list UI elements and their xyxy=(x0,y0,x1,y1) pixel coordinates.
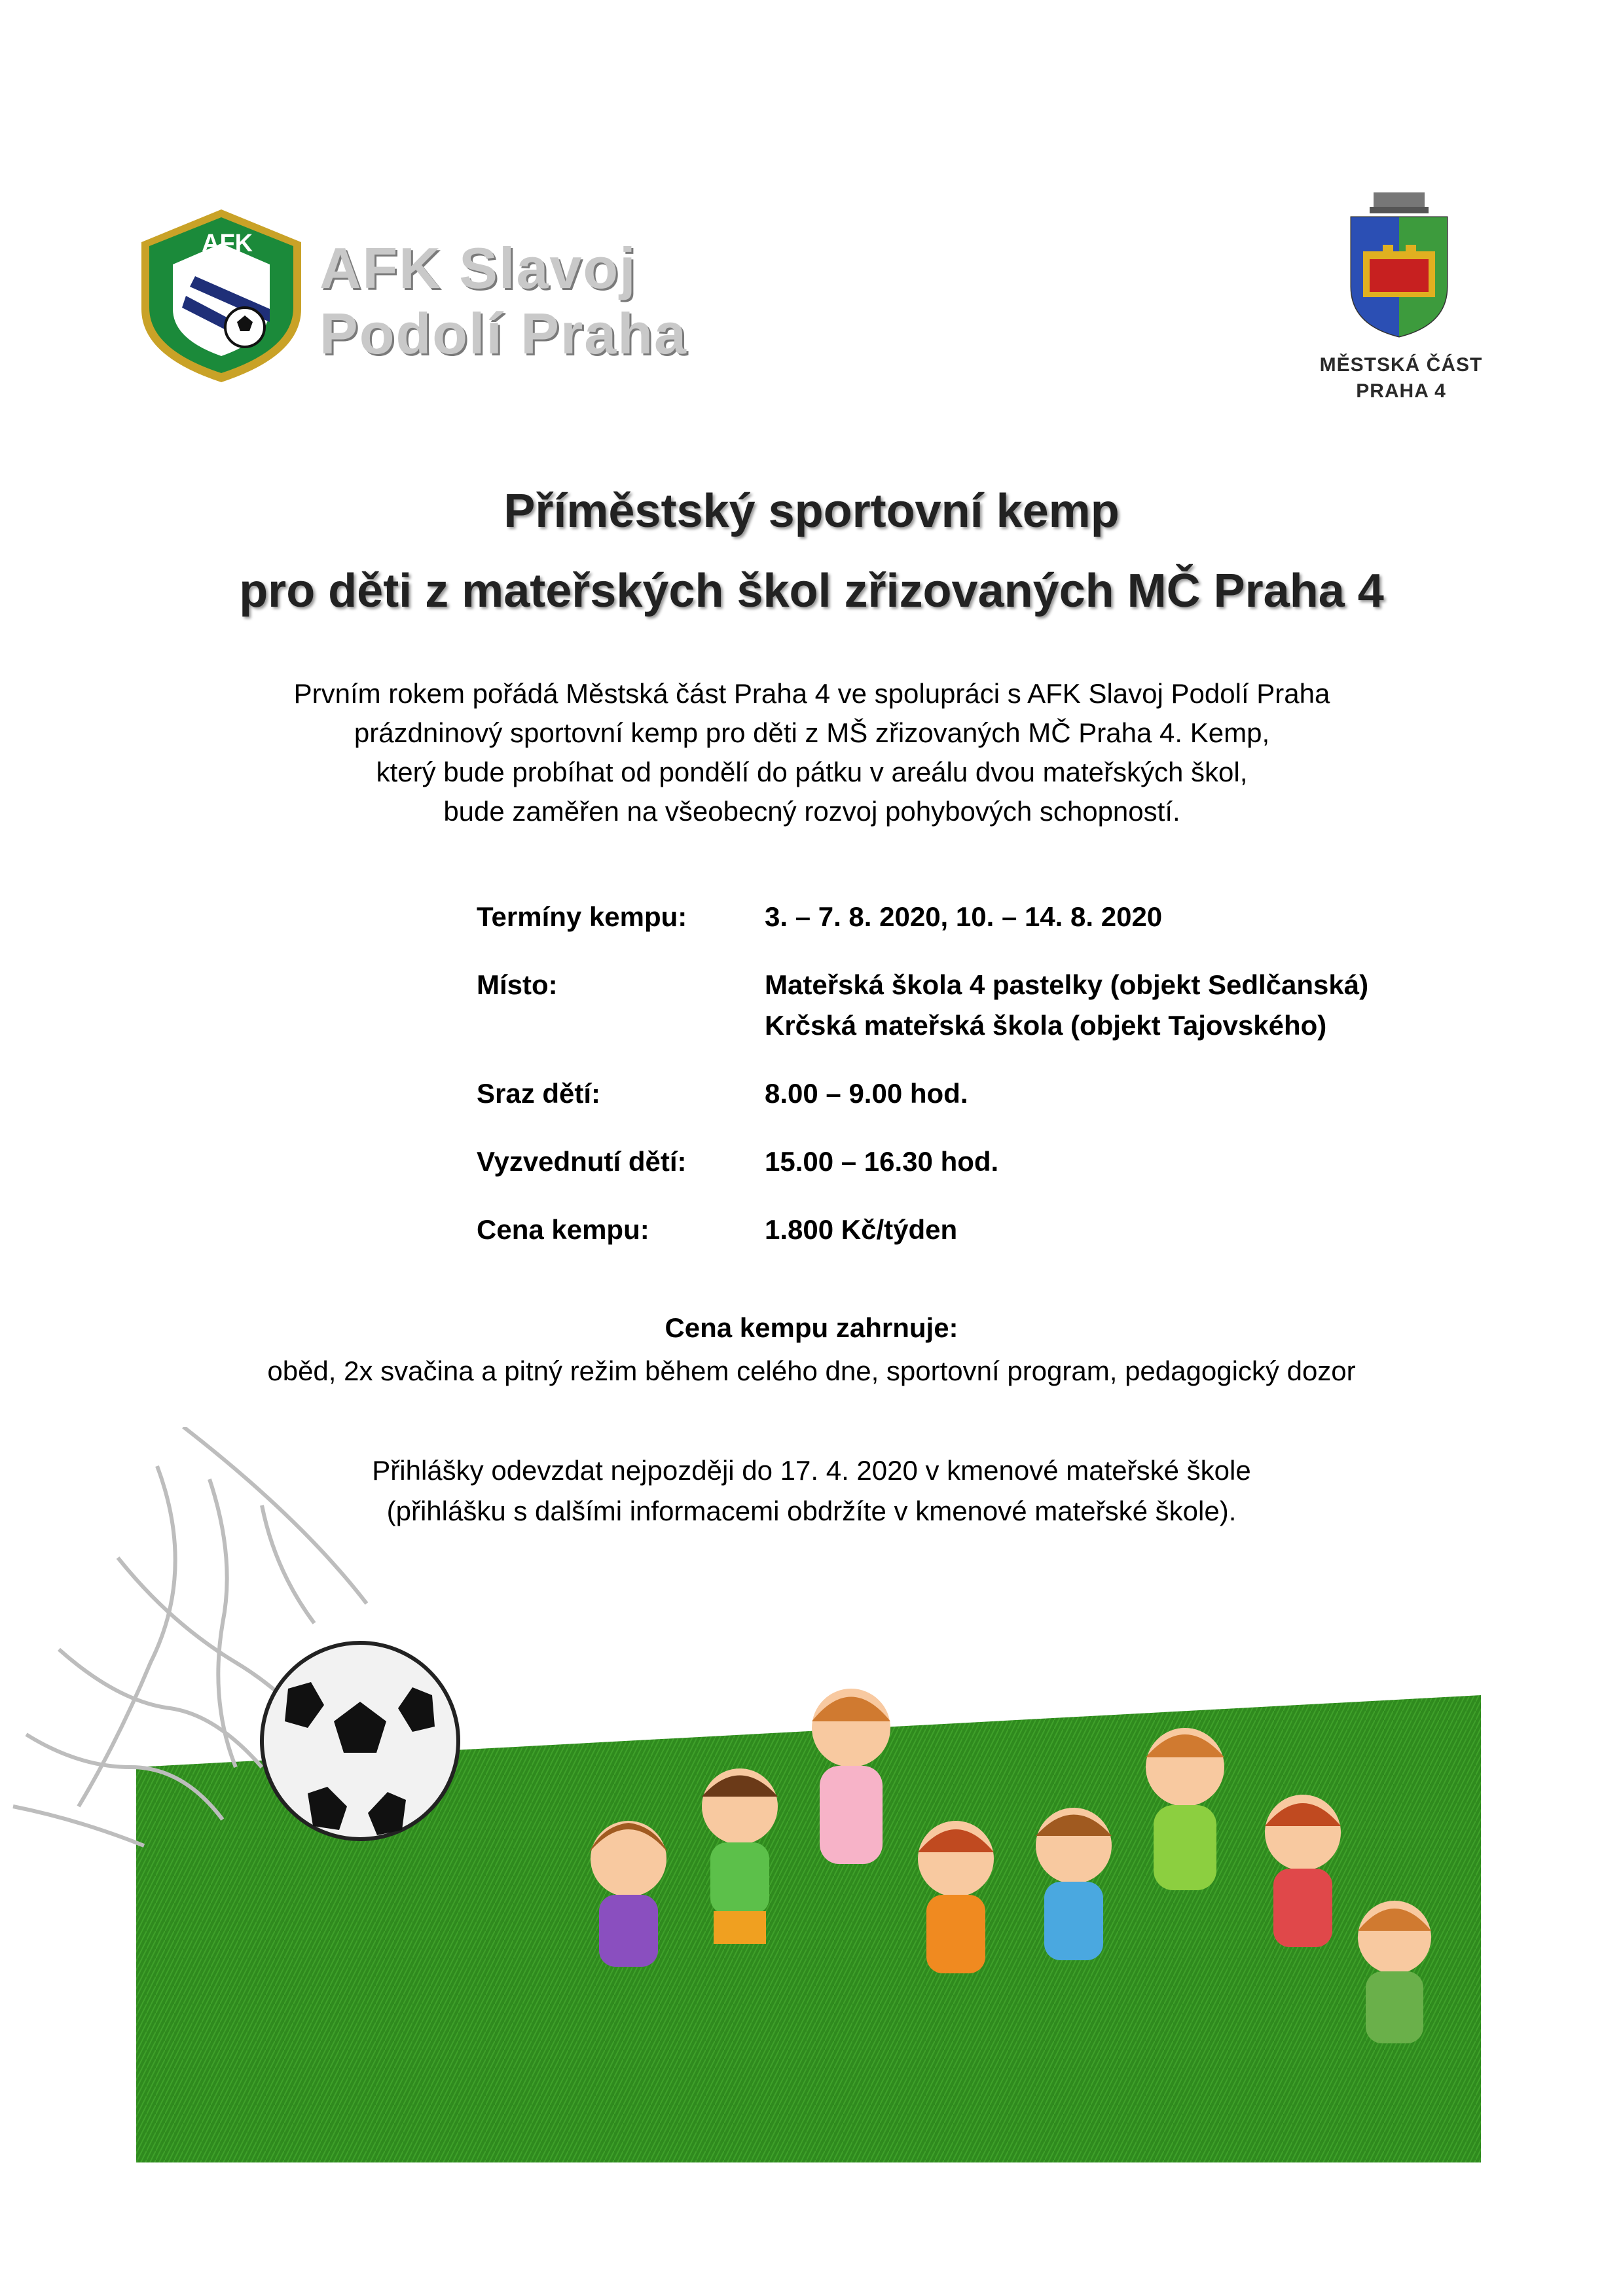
includes-text: oběd, 2x svačina a pitný režim během celého dne, sportovní program, pedagogický dozor xyxy=(267,1355,1356,1386)
title-line1: Příměstský sportovní kemp xyxy=(503,485,1120,537)
intro-paragraph xyxy=(157,674,1467,831)
includes-heading: Cena kempu zahrnuje: xyxy=(665,1312,958,1343)
intro-line: který bude probíhat od pondělí do pátku v areálu dvou mateřských škol, xyxy=(376,757,1248,787)
intro-line: Prvním rokem pořádá Městská část Praha 4 ve spolupráci s AFK Slavoj Podolí Praha xyxy=(293,678,1330,709)
afk-name-line2: Podolí Praha xyxy=(319,301,687,366)
info-label: Místo: xyxy=(477,969,558,1000)
info-label: Cena kempu: xyxy=(477,1214,649,1245)
application-note xyxy=(0,1450,1623,1532)
apply-line2: (přihlášku s dalšími informacemi obdržíte v kmenové mateřské škole). xyxy=(386,1496,1237,1526)
place-line1: Mateřská škola 4 pastelky (objekt Sedlčanská) xyxy=(765,969,1369,1000)
football-kids-illustration xyxy=(0,1427,1623,2296)
place-line2: Krčská mateřská škola (objekt Tajovského) xyxy=(765,1010,1327,1041)
info-label: Termíny kempu: xyxy=(477,901,687,932)
afk-slavoj-logo xyxy=(130,204,313,387)
info-row-pickup xyxy=(477,1141,1459,1182)
praha4-name xyxy=(1303,352,1499,404)
mc-name-line2: PRAHA 4 xyxy=(1356,380,1446,402)
info-label: Vyzvednutí dětí: xyxy=(477,1146,687,1177)
info-value: 15.00 – 16.30 hod. xyxy=(765,1146,999,1177)
info-value xyxy=(765,965,1459,1046)
apply-line1: Přihlášky odevzdat nejpozději do 17. 4. 2020 v kmenové mateřské škole xyxy=(372,1455,1251,1486)
camp-info-table xyxy=(477,897,1459,1278)
info-row-dates xyxy=(477,897,1459,937)
afk-club-name xyxy=(319,236,687,367)
afk-badge-text: AFK xyxy=(202,230,253,257)
info-value: 8.00 – 9.00 hod. xyxy=(765,1078,968,1109)
mc-name-line1: MĚSTSKÁ ČÁST xyxy=(1319,354,1483,376)
page-title xyxy=(0,471,1623,631)
price-includes xyxy=(0,1306,1623,1393)
info-row-price xyxy=(477,1210,1459,1250)
info-row-place xyxy=(477,965,1459,1046)
info-label: Sraz dětí: xyxy=(477,1078,601,1109)
info-value: 3. – 7. 8. 2020, 10. – 14. 8. 2020 xyxy=(765,901,1163,932)
praha4-crest xyxy=(1343,188,1455,339)
intro-line: bude zaměřen na všeobecný rozvoj pohybových schopností. xyxy=(443,796,1180,827)
intro-line: prázdninový sportovní kemp pro děti z MŠ zřizovaných MČ Praha 4. Kemp, xyxy=(354,717,1270,748)
info-value: 1.800 Kč/týden xyxy=(765,1214,958,1245)
football-ball-icon xyxy=(262,1643,458,1839)
afk-name-line1: AFK Slavoj xyxy=(319,236,637,300)
info-row-arrival xyxy=(477,1073,1459,1114)
title-line2: pro děti z mateřských škol zřizovaných MČ Praha 4 xyxy=(239,565,1384,617)
